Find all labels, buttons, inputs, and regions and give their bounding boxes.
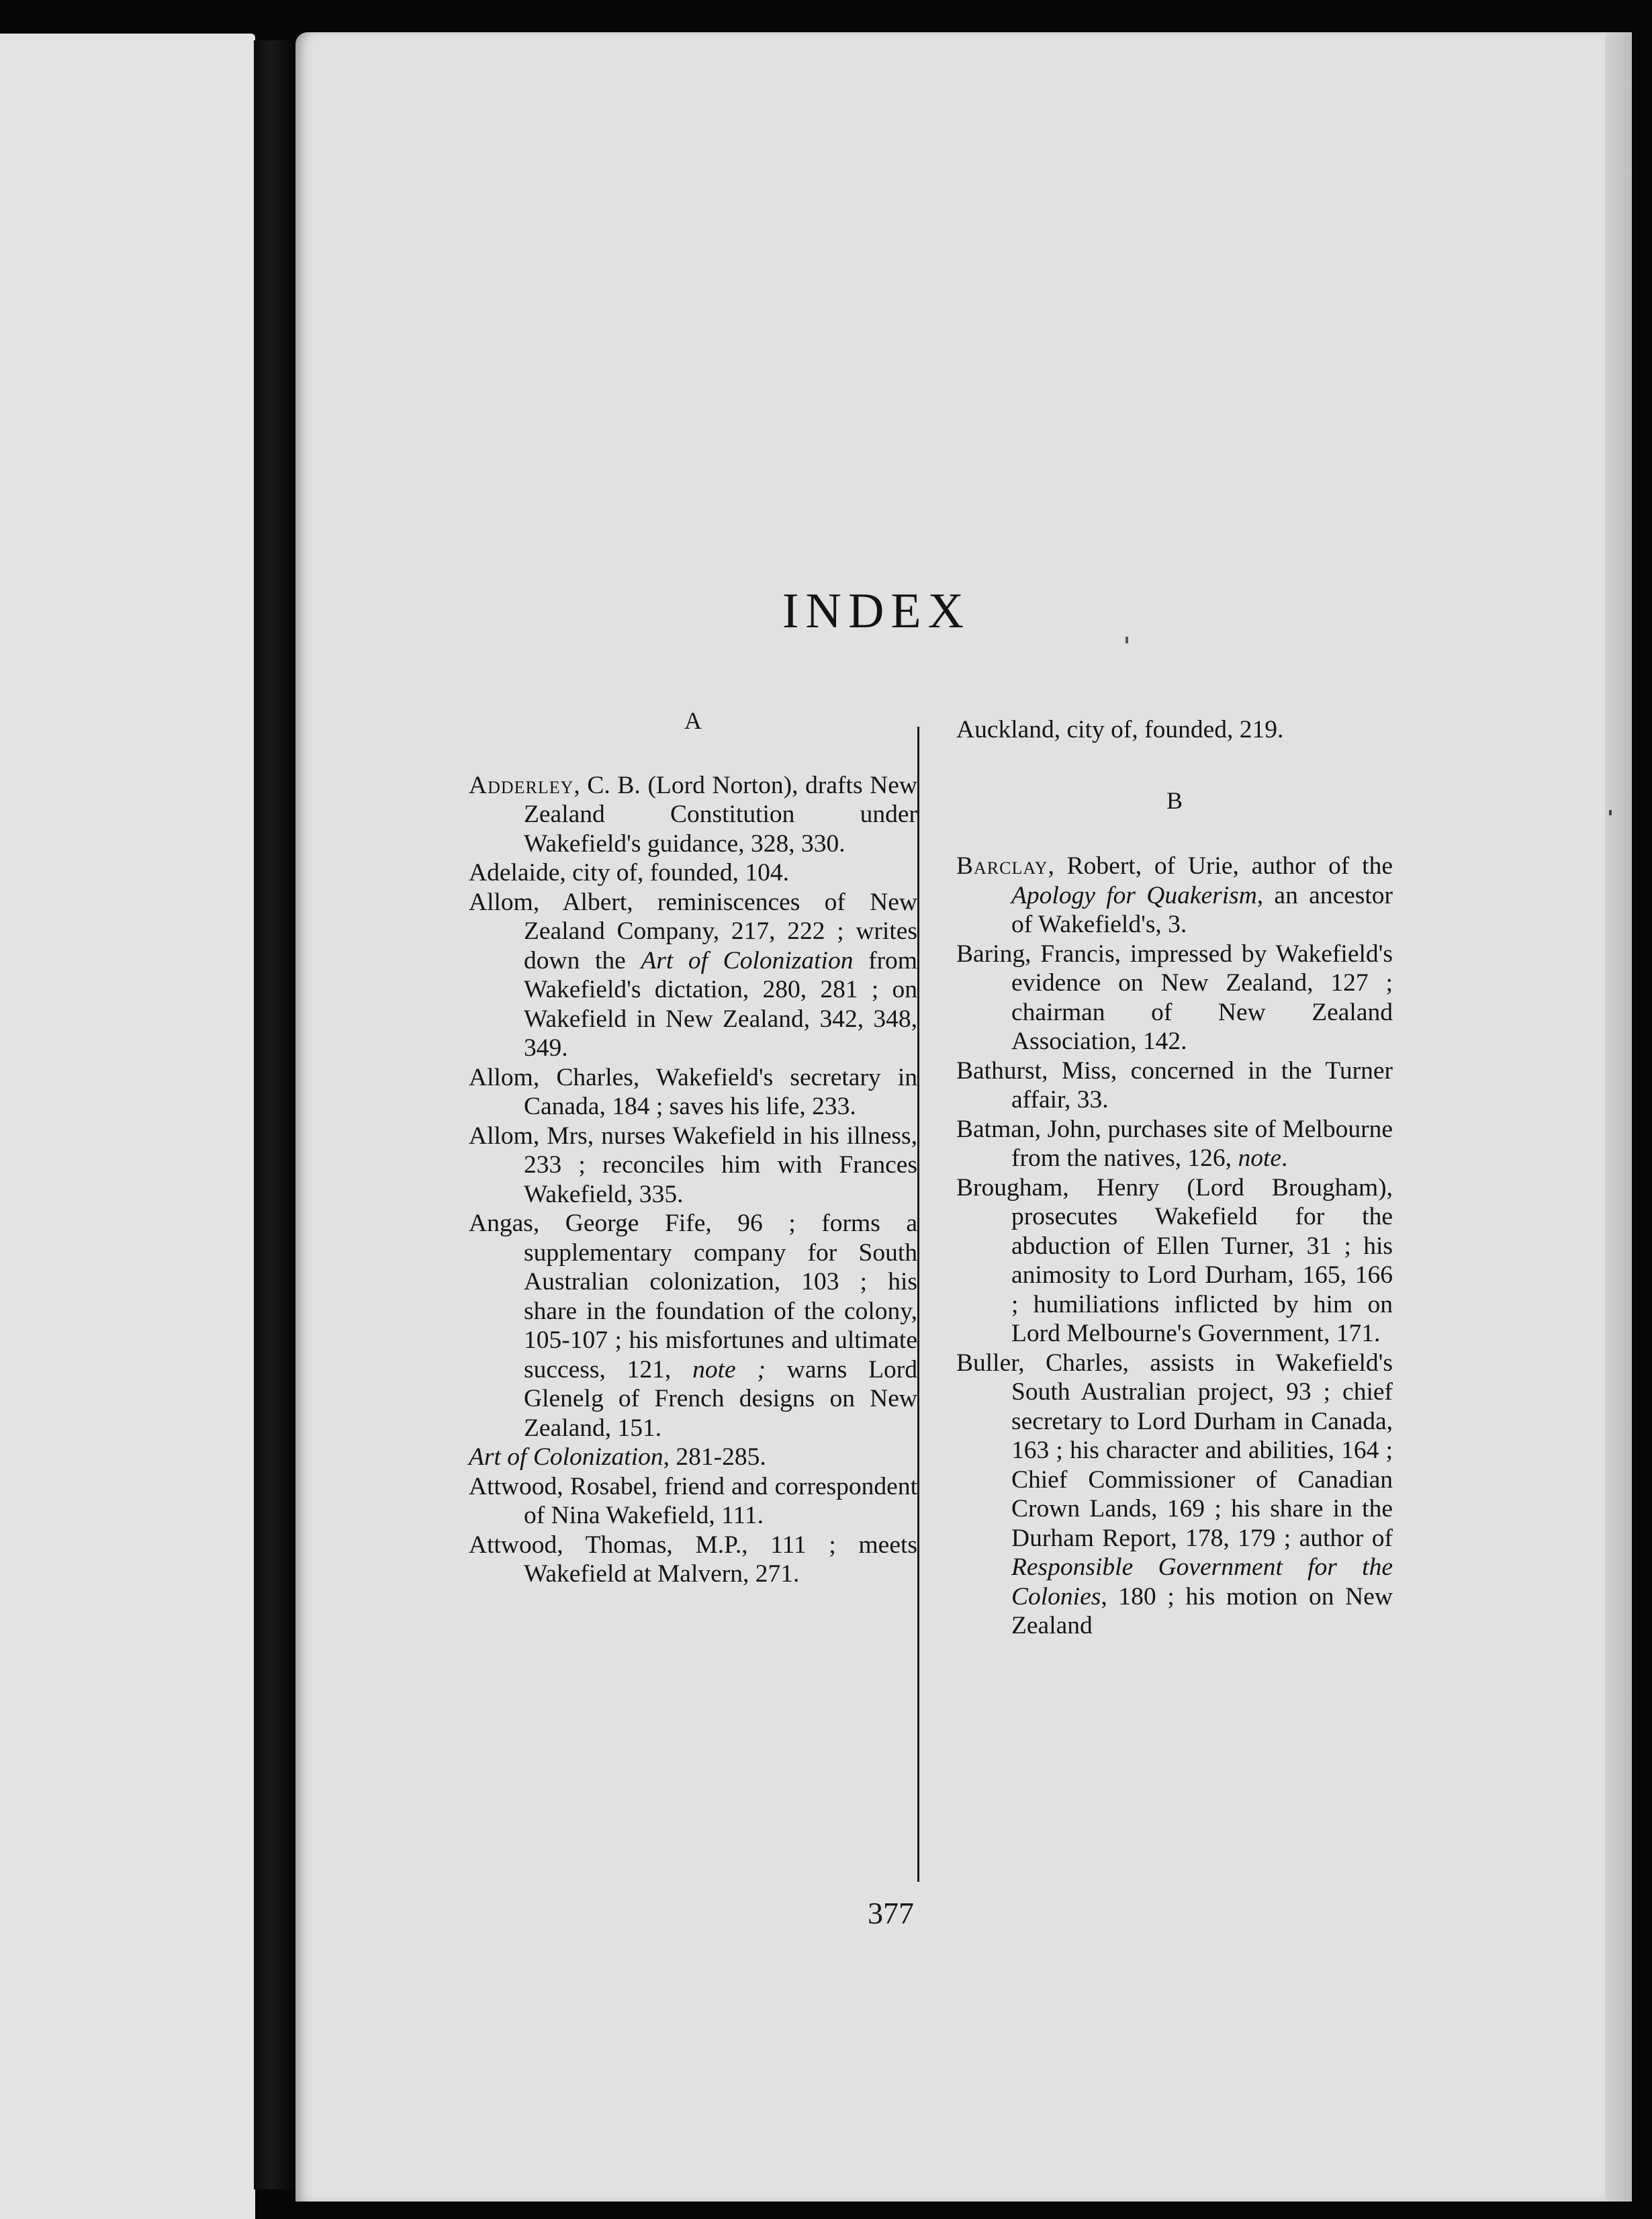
section-letter-a: A bbox=[684, 707, 702, 734]
index-entry: Batman, John, purchases site of Melbourne from the natives, 126, note. bbox=[956, 1115, 1393, 1172]
facing-page bbox=[0, 34, 255, 2219]
index-entry: Bathurst, Miss, concerned in the Turner affair, 33. bbox=[956, 1056, 1393, 1114]
page-number: 377 bbox=[868, 1896, 914, 1930]
index-entry: Allom, Mrs, nurses Wakefield in his illness, 233 ; reconciles him with Frances Wakefield, 335. bbox=[469, 1122, 917, 1208]
index-entry: Adderley, C. B. (Lord Norton), drafts New Zealand Constitution under Wakefield's guidance, 328, 330. bbox=[469, 771, 917, 858]
page-title: INDEX bbox=[782, 584, 971, 639]
index-entry: Barclay, Robert, of Urie, author of the Apology for Quakerism, an ancestor of Wakefield's, 3. bbox=[956, 852, 1393, 938]
speck-mark bbox=[1609, 810, 1612, 815]
index-entry: Art of Colonization, 281-285. bbox=[469, 1443, 766, 1471]
page-edge bbox=[1605, 32, 1632, 2202]
book-spine bbox=[254, 40, 295, 2189]
index-column-right bbox=[956, 715, 1393, 1641]
speck-mark bbox=[1126, 637, 1128, 643]
index-entry: Baring, Francis, impressed by Wakefield's evidence on New Zealand, 127 ; chairman of New Zealand Association, 142. bbox=[956, 940, 1393, 1055]
index-entry: Auckland, city of, founded, 219. bbox=[956, 716, 1284, 743]
index-entry: Buller, Charles, assists in Wakefield's South Australian project, 93 ; chief secretary to Lord Durham in Canada, 163 ; his character and abilities, 164 ; Chief Commissioner of Canadian Crown Lands, 169 ; his share in the Durham Report, 178, 179 ; author of Responsible Government for the Colonies, 180 ; his motion on New Zealand bbox=[956, 1349, 1393, 1639]
section-letter-b: B bbox=[1166, 786, 1183, 814]
index-entry: Brougham, Henry (Lord Brougham), prosecutes Wakefield for the abduction of Ellen Turner, 31 ; his animosity to Lord Durham, 165, 166 ; humiliations inflicted by him on Lord Melbourne's Government, 171. bbox=[956, 1173, 1393, 1347]
column-divider bbox=[917, 727, 919, 1882]
index-entry: Angas, George Fife, 96 ; forms a supplementary company for South Australian colonization, 103 ; his share in the foundation of the colony, 105-107 ; his misfortunes and ultimate success, 121, note ; warns Lord Glenelg of French designs on New Zealand, 151. bbox=[469, 1210, 917, 1442]
index-entry: Attwood, Thomas, M.P., 111 ; meets Wakefield at Malvern, 271. bbox=[469, 1531, 917, 1588]
index-entry: Allom, Albert, reminiscences of New Zealand Company, 217, 222 ; writes down the Art of Colonization from Wakefield's dictation, 280, 281 ; on Wakefield in New Zealand, 342, 348, 349. bbox=[469, 888, 917, 1062]
index-entry: Allom, Charles, Wakefield's secretary in Canada, 184 ; saves his life, 233. bbox=[469, 1063, 917, 1120]
index-entry: Adelaide, city of, founded, 104. bbox=[469, 859, 789, 887]
index-column-left bbox=[469, 707, 917, 1589]
index-entry: Attwood, Rosabel, friend and correspondent of Nina Wakefield, 111. bbox=[469, 1472, 917, 1529]
